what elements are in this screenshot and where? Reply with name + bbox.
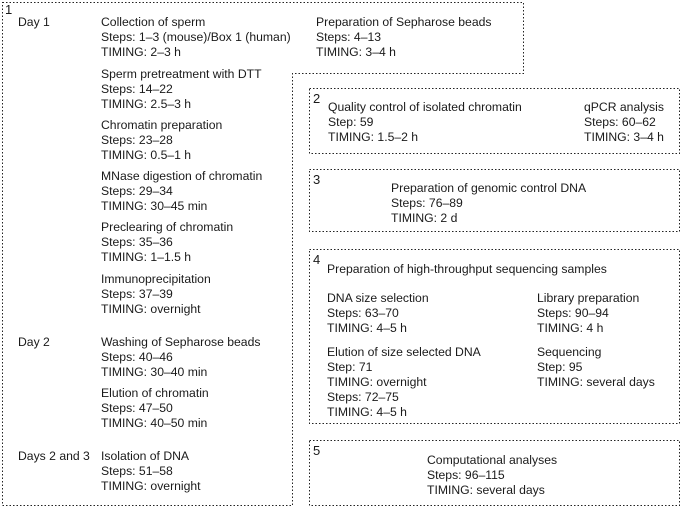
step-steps: Steps: 51–58 (101, 464, 173, 478)
step-steps-2: Steps: 72–75 (327, 390, 399, 404)
step-genomic-control-dna (391, 181, 586, 226)
step-title: Preparation of Sepharose beads (316, 15, 492, 29)
step-timing: TIMING: 0.5–1 h (101, 148, 192, 162)
step-collection-of-sperm (101, 15, 291, 60)
step-title: Preparation of genomic control DNA (391, 181, 587, 195)
step-chromatin-preparation (101, 118, 222, 163)
step-title: Quality control of isolated chromatin (328, 100, 522, 114)
step-timing: TIMING: 2–3 h (101, 45, 181, 59)
step-steps: Steps: 35–36 (101, 235, 173, 249)
step-title: Sperm pretreatment with DTT (101, 67, 262, 81)
step-timing: TIMING: 4–5 h (327, 321, 407, 335)
step-washing-beads (101, 335, 260, 380)
step-timing-2: TIMING: 4–5 h (327, 405, 407, 419)
step-title: Collection of sperm (101, 15, 206, 29)
step-steps: Steps: 96–115 (427, 468, 505, 482)
step-steps: Steps: 4–13 (316, 30, 382, 44)
step-preclearing (101, 220, 233, 265)
step-steps: Steps: 29–34 (101, 184, 173, 198)
step-quality-control (328, 100, 522, 145)
step-elution-size-selected-dna (327, 345, 481, 420)
step-timing: TIMING: 1–1.5 h (101, 250, 192, 264)
step-timing: TIMING: 2 d (391, 211, 458, 225)
box1-outline (3, 3, 524, 506)
step-steps: Steps: 60–62 (584, 115, 656, 129)
step-steps: Steps: 37–39 (101, 287, 173, 301)
box2-number: 2 (313, 91, 321, 106)
step-sperm-pretreatment (101, 67, 262, 112)
day-label-2: Day 2 (18, 335, 50, 349)
step-preparation-of-sepharose-beads (316, 15, 492, 60)
step-isolation-of-dna (101, 449, 201, 494)
step-timing: TIMING: overnight (101, 479, 201, 493)
step-timing: TIMING: 1.5–2 h (328, 130, 419, 144)
step-computational-analyses (427, 453, 557, 498)
step-steps: Steps: 47–50 (101, 401, 173, 415)
step-timing: TIMING: 30–40 min (101, 365, 208, 379)
step-timing: TIMING: overnight (327, 375, 427, 389)
step-title: MNase digestion of chromatin (101, 169, 263, 183)
box3-number: 3 (313, 172, 321, 187)
step-title: Library preparation (537, 291, 640, 305)
step-library-preparation (537, 291, 639, 336)
step-title: Washing of Sepharose beads (101, 335, 261, 349)
step-title: Immunoprecipitation (101, 272, 211, 286)
box1-number: 1 (5, 2, 13, 17)
step-steps: Steps: 23–28 (101, 133, 173, 147)
step-immunoprecipitation (101, 272, 211, 317)
box4-number: 4 (313, 252, 321, 267)
step-timing: TIMING: 2.5–3 h (101, 97, 192, 111)
step-title: Computational analyses (427, 453, 558, 467)
step-timing: TIMING: several days (537, 375, 655, 389)
step-steps: Steps: 1–3 (mouse)/Box 1 (human) (101, 30, 291, 44)
step-timing: TIMING: 30–45 min (101, 199, 208, 213)
step-steps: Steps: 76–89 (391, 196, 463, 210)
step-title: qPCR analysis (584, 100, 664, 114)
step-timing: TIMING: 3–4 h (316, 45, 396, 59)
step-timing: TIMING: several days (427, 483, 545, 497)
box4-heading: Preparation of high-throughput sequencing samples (327, 262, 607, 276)
step-steps: Step: 59 (328, 115, 374, 129)
step-mnase-digestion (101, 169, 262, 214)
step-dna-size-selection (327, 291, 429, 336)
step-title: Sequencing (537, 345, 602, 359)
step-steps: Steps: 14–22 (101, 82, 173, 96)
step-timing: TIMING: 3–4 h (584, 130, 664, 144)
step-steps: Step: 71 (327, 360, 373, 374)
step-qpcr-analysis (584, 100, 664, 145)
step-title: Elution of chromatin (101, 386, 209, 400)
step-steps: Step: 95 (537, 360, 583, 374)
step-title: DNA size selection (327, 291, 429, 305)
step-title: Isolation of DNA (101, 449, 190, 463)
day-label-3: Days 2 and 3 (18, 449, 90, 463)
step-steps: Steps: 63–70 (327, 306, 399, 320)
step-title: Chromatin preparation (101, 118, 223, 132)
box5-number: 5 (313, 443, 321, 458)
step-timing: TIMING: 4 h (537, 321, 604, 335)
step-title: Elution of size selected DNA (327, 345, 481, 359)
step-sequencing (537, 345, 655, 390)
step-elution-of-chromatin (101, 386, 209, 431)
step-steps: Steps: 40–46 (101, 350, 173, 364)
step-timing: TIMING: 40–50 min (101, 416, 208, 430)
step-steps: Steps: 90–94 (537, 306, 609, 320)
day-label-1: Day 1 (18, 15, 50, 29)
step-timing: TIMING: overnight (101, 302, 201, 316)
step-title: Preclearing of chromatin (101, 220, 234, 234)
